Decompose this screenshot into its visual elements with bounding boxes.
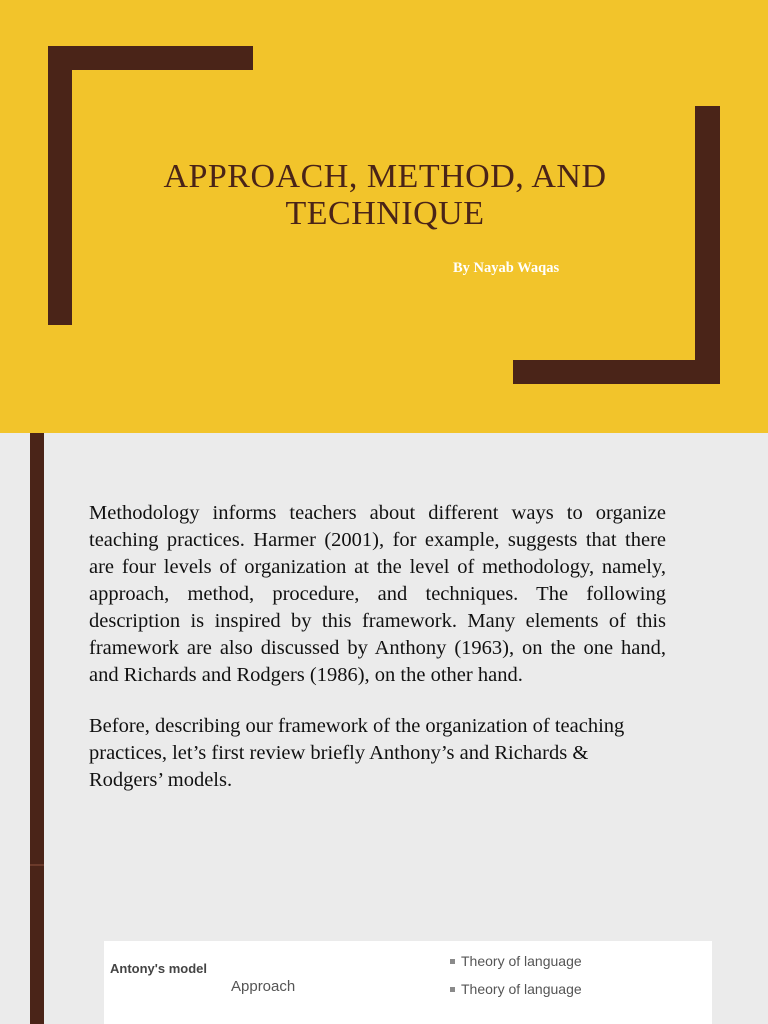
slide-title <box>90 158 680 232</box>
model-item-label: Theory of language <box>461 981 582 997</box>
content-text <box>89 500 666 818</box>
model-list-item <box>450 981 582 997</box>
paragraph-methodology: Methodology informs teachers about different ways to organize teaching practices. Harmer (2001), for example, suggests that there are four levels of organization at the level of methodology, namely, approach, method, procedure, and techniques. The following description is inspired by this framework. Many elements of this framework are also discussed by Anthony (1963), on the one hand, and Richards and Rodgers (1986), on the other hand. <box>89 502 666 686</box>
paragraph-review: Before, describing our framework of the organization of teaching practices, let’s first review briefly Anthony’s and Richards & Rodgers’ models. <box>89 715 625 791</box>
left-accent-line <box>30 433 44 1024</box>
corner-frame-bottom-right-vertical <box>695 106 720 384</box>
author-byline: By Nayab Waqas <box>453 260 560 276</box>
model-title: Antony's model <box>110 961 207 976</box>
corner-frame-top-left-vertical <box>48 46 72 325</box>
left-accent-divider <box>30 864 44 866</box>
bullet-icon <box>450 987 455 992</box>
title-slide <box>0 0 768 433</box>
slide-title-line-1: APPROACH, METHOD, AND <box>163 158 607 195</box>
bullet-icon <box>450 959 455 964</box>
antony-model-diagram <box>104 941 712 1024</box>
model-item-list <box>450 953 582 1009</box>
slide-title-line-2: TECHNIQUE <box>285 195 485 232</box>
corner-frame-bottom-right-horizontal <box>513 360 720 384</box>
corner-frame-top-left-horizontal <box>48 46 253 70</box>
model-list-item <box>450 953 582 969</box>
model-approach-label: Approach <box>231 978 296 995</box>
model-item-label: Theory of language <box>461 953 582 969</box>
